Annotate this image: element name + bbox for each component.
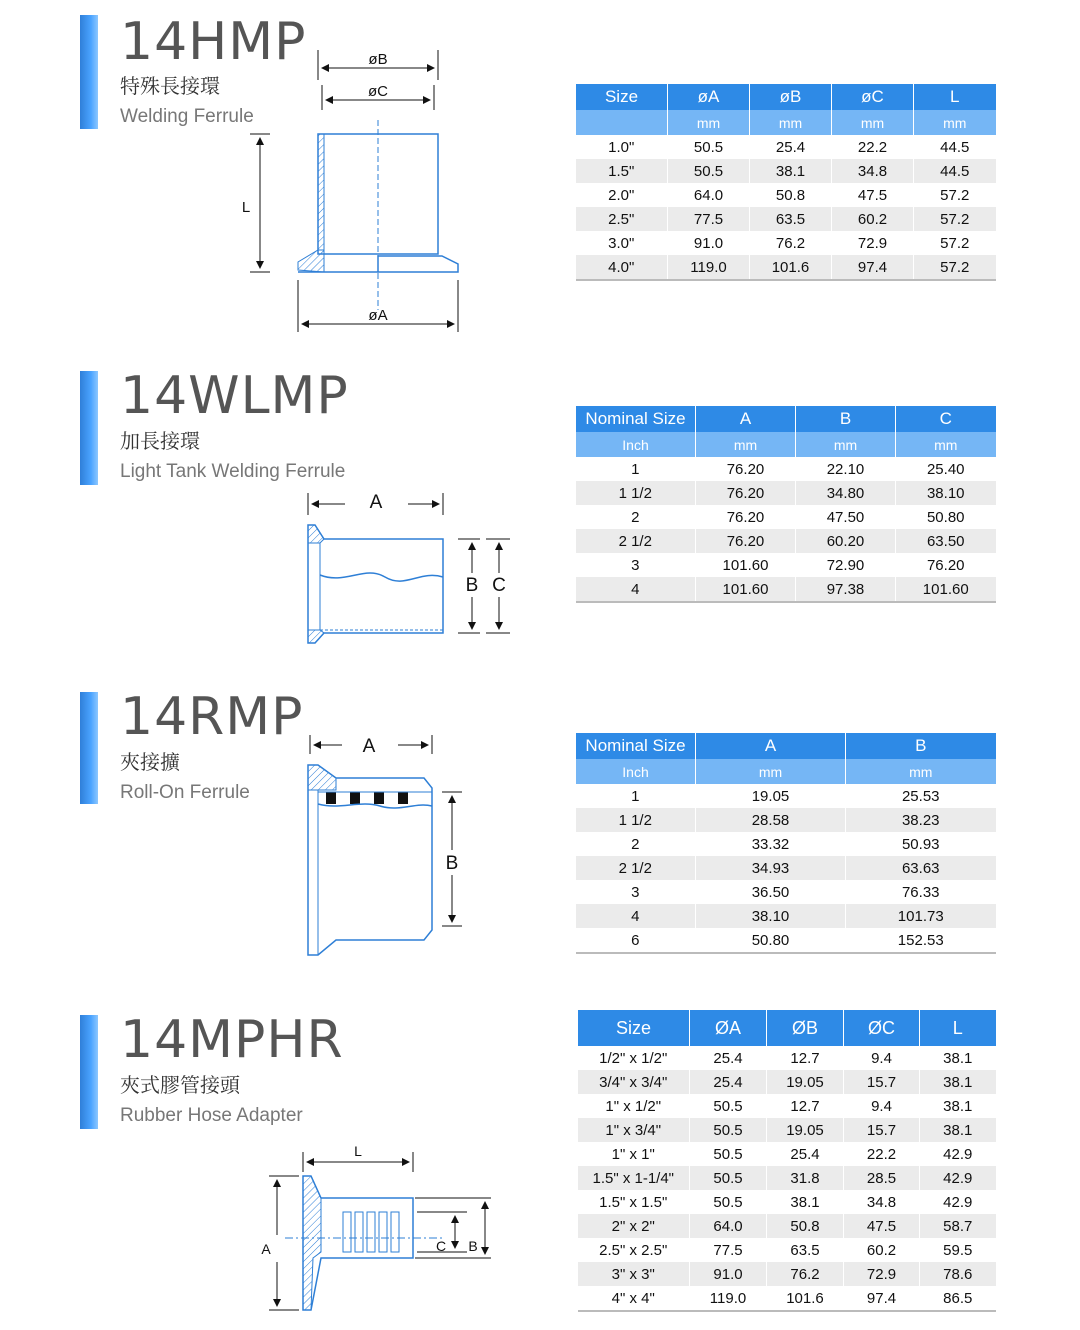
value-cell: 57.2 [914, 207, 996, 231]
unit-header: mm [914, 110, 996, 135]
spec-table-14rmp [575, 733, 996, 954]
size-cell: 4" x 4" [578, 1286, 690, 1311]
product-name-zh: 特殊長接環 [120, 74, 220, 98]
value-cell: 58.7 [920, 1214, 996, 1238]
table-row [576, 231, 996, 255]
size-cell: 1" x 1/2" [605, 1097, 662, 1115]
table-row [576, 880, 996, 904]
value-cell: 38.1 [750, 159, 832, 183]
value-cell: 76.33 [846, 880, 996, 904]
dim-label-c: øC [368, 83, 388, 100]
table-row [576, 856, 996, 880]
dim-label-a: A [261, 1241, 271, 1257]
section-14mphr [0, 1005, 1080, 1330]
value-cell: 38.1 [767, 1190, 844, 1214]
column-header: ØA [690, 1010, 767, 1046]
table-row [576, 928, 996, 953]
product-name-en: Welding Ferrule [120, 106, 254, 127]
model-code: 14MPHR [120, 1010, 344, 1070]
value-cell: 101.60 [696, 553, 796, 577]
value-cell: 119.0 [690, 1286, 767, 1311]
value-cell: 12.7 [767, 1046, 844, 1070]
section-14wlmp [0, 360, 1080, 660]
value-cell: 50.5 [668, 135, 750, 159]
size-cell: 3" x 3" [578, 1262, 690, 1286]
column-header: øA [668, 84, 750, 110]
value-cell: 15.7 [844, 1070, 920, 1094]
value-cell: 63.5 [750, 207, 832, 231]
size-cell: 2 1/2 [576, 529, 696, 553]
value-cell: 63.63 [846, 856, 996, 880]
column-header: øC [832, 84, 914, 110]
size-cell: 2.5" x 2.5" [599, 1241, 668, 1259]
table-header-row [576, 733, 996, 759]
value-cell: 19.05 [696, 784, 846, 808]
size-cell: 3.0" [608, 234, 635, 252]
spec-table-14hmp [575, 84, 996, 281]
value-cell: 19.05 [767, 1070, 844, 1094]
value-cell: 34.80 [796, 481, 896, 505]
dim-label-b: B [465, 575, 479, 596]
value-cell: 44.5 [914, 135, 996, 159]
value-cell: 63.5 [767, 1238, 844, 1262]
dim-label-c: C [492, 575, 506, 596]
value-cell: 38.23 [846, 808, 996, 832]
size-cell: 1 1/2 [576, 481, 696, 505]
dim-label-l: L [354, 1143, 362, 1159]
value-cell: 38.1 [920, 1070, 996, 1094]
dim-label-c: C [435, 1238, 447, 1254]
value-cell: 34.93 [696, 856, 846, 880]
value-cell: 64.0 [690, 1214, 767, 1238]
table-row [576, 553, 996, 577]
size-cell: 3 [631, 883, 640, 901]
value-cell: 22.2 [844, 1142, 920, 1166]
section-accent-bar [80, 1015, 98, 1129]
size-cell: 1.0" [608, 138, 635, 156]
column-header: B [796, 406, 896, 432]
unit-header: mm [832, 110, 914, 135]
value-cell: 50.80 [896, 505, 996, 529]
table-row [578, 1118, 996, 1142]
table-row [578, 1046, 996, 1070]
value-cell: 34.8 [832, 159, 914, 183]
value-cell: 76.20 [696, 481, 796, 505]
dim-label-b: B [445, 853, 459, 874]
size-cell: 1 1/2 [576, 808, 696, 832]
value-cell: 60.2 [844, 1238, 920, 1262]
unit-header: mm [696, 432, 796, 457]
value-cell: 101.73 [846, 904, 996, 928]
value-cell: 63.50 [896, 529, 996, 553]
table-row [576, 159, 996, 183]
size-cell: 6 [576, 928, 696, 953]
table-row [578, 1214, 996, 1238]
model-code: 14WLMP [120, 366, 349, 426]
value-cell: 42.9 [920, 1166, 996, 1190]
value-cell: 22.10 [796, 457, 896, 481]
value-cell: 97.4 [844, 1286, 920, 1311]
section-14hmp [0, 0, 1080, 340]
section-accent-bar [80, 692, 98, 804]
value-cell: 42.9 [920, 1190, 996, 1214]
value-cell: 59.5 [920, 1238, 996, 1262]
value-cell: 25.4 [767, 1142, 844, 1166]
value-cell: 50.5 [690, 1142, 767, 1166]
table-row [576, 505, 996, 529]
value-cell: 38.10 [696, 904, 846, 928]
value-cell: 33.32 [696, 832, 846, 856]
section-accent-bar [80, 15, 98, 129]
product-name-zh: 夾接擴 [120, 750, 180, 774]
unit-header: mm [896, 432, 996, 457]
spec-table-14mphr [577, 1010, 996, 1312]
column-header: ØB [767, 1010, 844, 1046]
size-cell: 1" x 3/4" [578, 1118, 690, 1142]
value-cell: 76.2 [750, 231, 832, 255]
value-cell: 50.5 [690, 1190, 767, 1214]
column-header: Size [578, 1010, 690, 1046]
table-row [578, 1190, 996, 1214]
value-cell: 78.6 [920, 1262, 996, 1286]
table-row [576, 207, 996, 231]
value-cell: 72.90 [796, 553, 896, 577]
size-cell: 4.0" [576, 255, 668, 280]
dim-label-a: A [369, 492, 383, 513]
value-cell: 76.20 [696, 457, 796, 481]
column-header: Nominal Size [576, 406, 696, 432]
model-code: 14RMP [120, 687, 304, 747]
product-name-zh: 夾式膠管接頭 [120, 1073, 240, 1097]
table-row [578, 1142, 996, 1166]
model-code: 14HMP [120, 12, 307, 72]
value-cell: 77.5 [668, 207, 750, 231]
table-row [576, 577, 996, 602]
value-cell: 28.58 [696, 808, 846, 832]
table-header-row [578, 1010, 996, 1046]
size-cell: 1 [631, 460, 640, 478]
value-cell: 50.5 [668, 159, 750, 183]
size-cell: 4 [576, 904, 696, 928]
value-cell: 64.0 [668, 183, 750, 207]
table-header-row [576, 406, 996, 432]
value-cell: 31.8 [767, 1166, 844, 1190]
table-row [576, 832, 996, 856]
value-cell: 76.20 [696, 505, 796, 529]
unit-header: mm [668, 110, 750, 135]
size-cell: 2.5" [576, 207, 668, 231]
value-cell: 72.9 [844, 1262, 920, 1286]
unit-header: mm [846, 759, 996, 784]
value-cell: 57.2 [914, 183, 996, 207]
table-row [576, 904, 996, 928]
size-cell: 2" x 2" [578, 1214, 690, 1238]
size-cell: 1.5" x 1.5" [599, 1193, 668, 1211]
value-cell: 42.9 [920, 1142, 996, 1166]
value-cell: 25.4 [750, 135, 832, 159]
dim-label-a: A [362, 736, 376, 757]
roll-on-ferrule-diagram [300, 730, 480, 960]
table-row [578, 1262, 996, 1286]
table-unit-row [576, 432, 996, 457]
value-cell: 57.2 [914, 231, 996, 255]
value-cell: 12.7 [767, 1094, 844, 1118]
value-cell: 60.20 [796, 529, 896, 553]
value-cell: 91.0 [690, 1262, 767, 1286]
table-header-row [576, 84, 996, 110]
table-row [576, 481, 996, 505]
table-row [578, 1166, 996, 1190]
dim-label-l: L [241, 199, 251, 216]
product-name-en: Rubber Hose Adapter [120, 1105, 303, 1126]
column-header: A [696, 733, 846, 759]
value-cell: 47.5 [844, 1214, 920, 1238]
value-cell: 57.2 [914, 255, 996, 280]
value-cell: 77.5 [690, 1238, 767, 1262]
table-row [578, 1238, 996, 1262]
value-cell: 97.4 [832, 255, 914, 280]
table-row [578, 1286, 996, 1311]
table-unit-row [576, 759, 996, 784]
value-cell: 36.50 [696, 880, 846, 904]
size-cell: 2 [631, 835, 640, 853]
size-cell: 4 [576, 577, 696, 602]
welding-ferrule-diagram [230, 40, 470, 340]
size-cell: 3/4" x 3/4" [578, 1070, 690, 1094]
value-cell: 50.8 [767, 1214, 844, 1238]
size-cell: 1 [631, 787, 640, 805]
spec-table-14wlmp [575, 406, 996, 603]
value-cell: 44.5 [914, 159, 996, 183]
unit-header: Inch [576, 759, 696, 784]
value-cell: 38.1 [920, 1118, 996, 1142]
size-cell: 3 [631, 556, 640, 574]
table-row [576, 808, 996, 832]
unit-header: mm [696, 759, 846, 784]
table-row [576, 457, 996, 481]
value-cell: 50.8 [750, 183, 832, 207]
value-cell: 119.0 [668, 255, 750, 280]
value-cell: 28.5 [844, 1166, 920, 1190]
product-name-zh: 加長接環 [120, 429, 200, 453]
size-cell: 1" x 1" [611, 1145, 655, 1163]
column-header: Size [576, 84, 668, 110]
unit-header: mm [750, 110, 832, 135]
value-cell: 50.80 [696, 928, 846, 953]
value-cell: 22.2 [832, 135, 914, 159]
value-cell: 76.20 [696, 529, 796, 553]
value-cell: 50.5 [690, 1118, 767, 1142]
size-cell: 2 1/2 [576, 856, 696, 880]
size-cell: 2.0" [608, 186, 635, 204]
value-cell: 25.53 [846, 784, 996, 808]
value-cell: 86.5 [920, 1286, 996, 1311]
value-cell: 60.2 [832, 207, 914, 231]
dim-label-a: øA [368, 307, 388, 324]
value-cell: 38.1 [920, 1046, 996, 1070]
table-row [578, 1094, 996, 1118]
value-cell: 25.4 [690, 1046, 767, 1070]
table-row [576, 255, 996, 280]
value-cell: 19.05 [767, 1118, 844, 1142]
column-header: A [696, 406, 796, 432]
unit-header: Inch [576, 432, 696, 457]
size-cell: 2 [631, 508, 640, 526]
column-header: C [896, 406, 996, 432]
table-unit-row [576, 110, 996, 135]
dim-label-b: øB [368, 51, 388, 68]
value-cell: 91.0 [668, 231, 750, 255]
value-cell: 9.4 [844, 1046, 920, 1070]
section-accent-bar [80, 371, 98, 485]
value-cell: 34.8 [844, 1190, 920, 1214]
section-14rmp [0, 685, 1080, 975]
unit-header [576, 110, 668, 135]
light-tank-ferrule-diagram [290, 485, 520, 650]
value-cell: 38.1 [920, 1094, 996, 1118]
value-cell: 15.7 [844, 1118, 920, 1142]
table-row [576, 784, 996, 808]
table-row [576, 529, 996, 553]
value-cell: 101.60 [696, 577, 796, 602]
value-cell: 50.5 [690, 1094, 767, 1118]
column-header: B [846, 733, 996, 759]
column-header: ØC [844, 1010, 920, 1046]
size-cell: 1/2" x 1/2" [599, 1049, 668, 1067]
value-cell: 50.5 [690, 1166, 767, 1190]
product-name-en: Roll-On Ferrule [120, 782, 250, 803]
value-cell: 101.6 [750, 255, 832, 280]
value-cell: 47.5 [832, 183, 914, 207]
value-cell: 50.93 [846, 832, 996, 856]
table-row [576, 183, 996, 207]
value-cell: 9.4 [844, 1094, 920, 1118]
column-header: øB [750, 84, 832, 110]
unit-header: mm [796, 432, 896, 457]
value-cell: 76.2 [767, 1262, 844, 1286]
value-cell: 47.50 [796, 505, 896, 529]
rubber-hose-adapter-diagram [255, 1140, 495, 1320]
size-cell: 1.5" x 1-1/4" [578, 1166, 690, 1190]
value-cell: 72.9 [832, 231, 914, 255]
value-cell: 101.60 [896, 577, 996, 602]
table-row [578, 1070, 996, 1094]
value-cell: 152.53 [846, 928, 996, 953]
dim-label-b: B [468, 1238, 478, 1254]
size-cell: 1.5" [576, 159, 668, 183]
column-header: L [920, 1010, 996, 1046]
column-header: Nominal Size [576, 733, 696, 759]
value-cell: 25.4 [690, 1070, 767, 1094]
value-cell: 97.38 [796, 577, 896, 602]
product-name-en: Light Tank Welding Ferrule [120, 461, 346, 482]
table-row [576, 135, 996, 159]
value-cell: 25.40 [896, 457, 996, 481]
value-cell: 38.10 [896, 481, 996, 505]
value-cell: 101.6 [767, 1286, 844, 1311]
column-header: L [914, 84, 996, 110]
value-cell: 76.20 [896, 553, 996, 577]
